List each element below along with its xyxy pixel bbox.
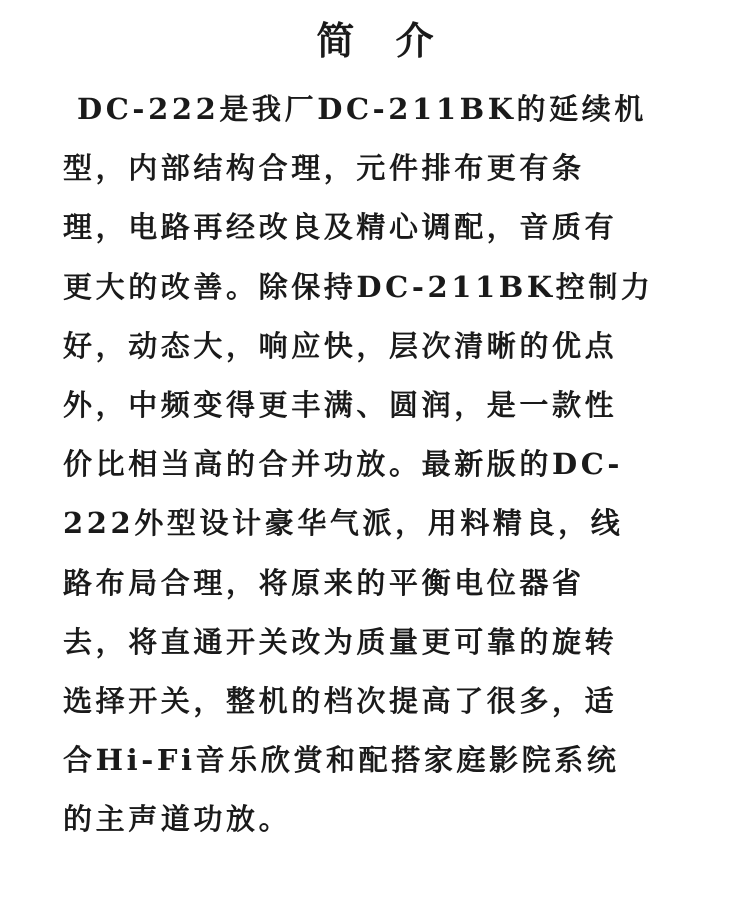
paragraph-line: 理，电路再经改良及精心调配，音质有 bbox=[63, 210, 618, 245]
paragraph-line: 好，动态大，响应快，层次清晰的优点 bbox=[63, 328, 618, 363]
paragraph-line: 合Hi-Fi音乐欣赏和配搭家庭影院系统 bbox=[63, 743, 620, 778]
paragraph-line: 去，将直通开关改为质量更可靠的旋转 bbox=[63, 624, 618, 659]
paragraph-line: 更大的改善。除保持DC-211BK控制力 bbox=[63, 269, 654, 304]
paragraph-line: DC-222是我厂DC-211BK的延续机 bbox=[77, 92, 647, 126]
intro-paragraph bbox=[63, 80, 703, 849]
paragraph-line: 价比相当高的合并功放。最新版的DC- bbox=[63, 447, 624, 482]
paragraph-line: 外，中频变得更丰满、圆润，是一款性 bbox=[63, 387, 618, 422]
paragraph-line: 222外型设计豪华气派，用料精良，线 bbox=[63, 506, 624, 541]
paragraph-line: 选择开关，整机的档次提高了很多，适 bbox=[63, 683, 618, 718]
paragraph-line: 型，内部结构合理，元件排布更有条 bbox=[63, 151, 585, 186]
paragraph-line: 路布局合理，将原来的平衡电位器省 bbox=[63, 565, 585, 600]
page-title: 简 介 bbox=[316, 18, 448, 63]
paragraph-line: 的主声道功放。 bbox=[63, 802, 292, 837]
